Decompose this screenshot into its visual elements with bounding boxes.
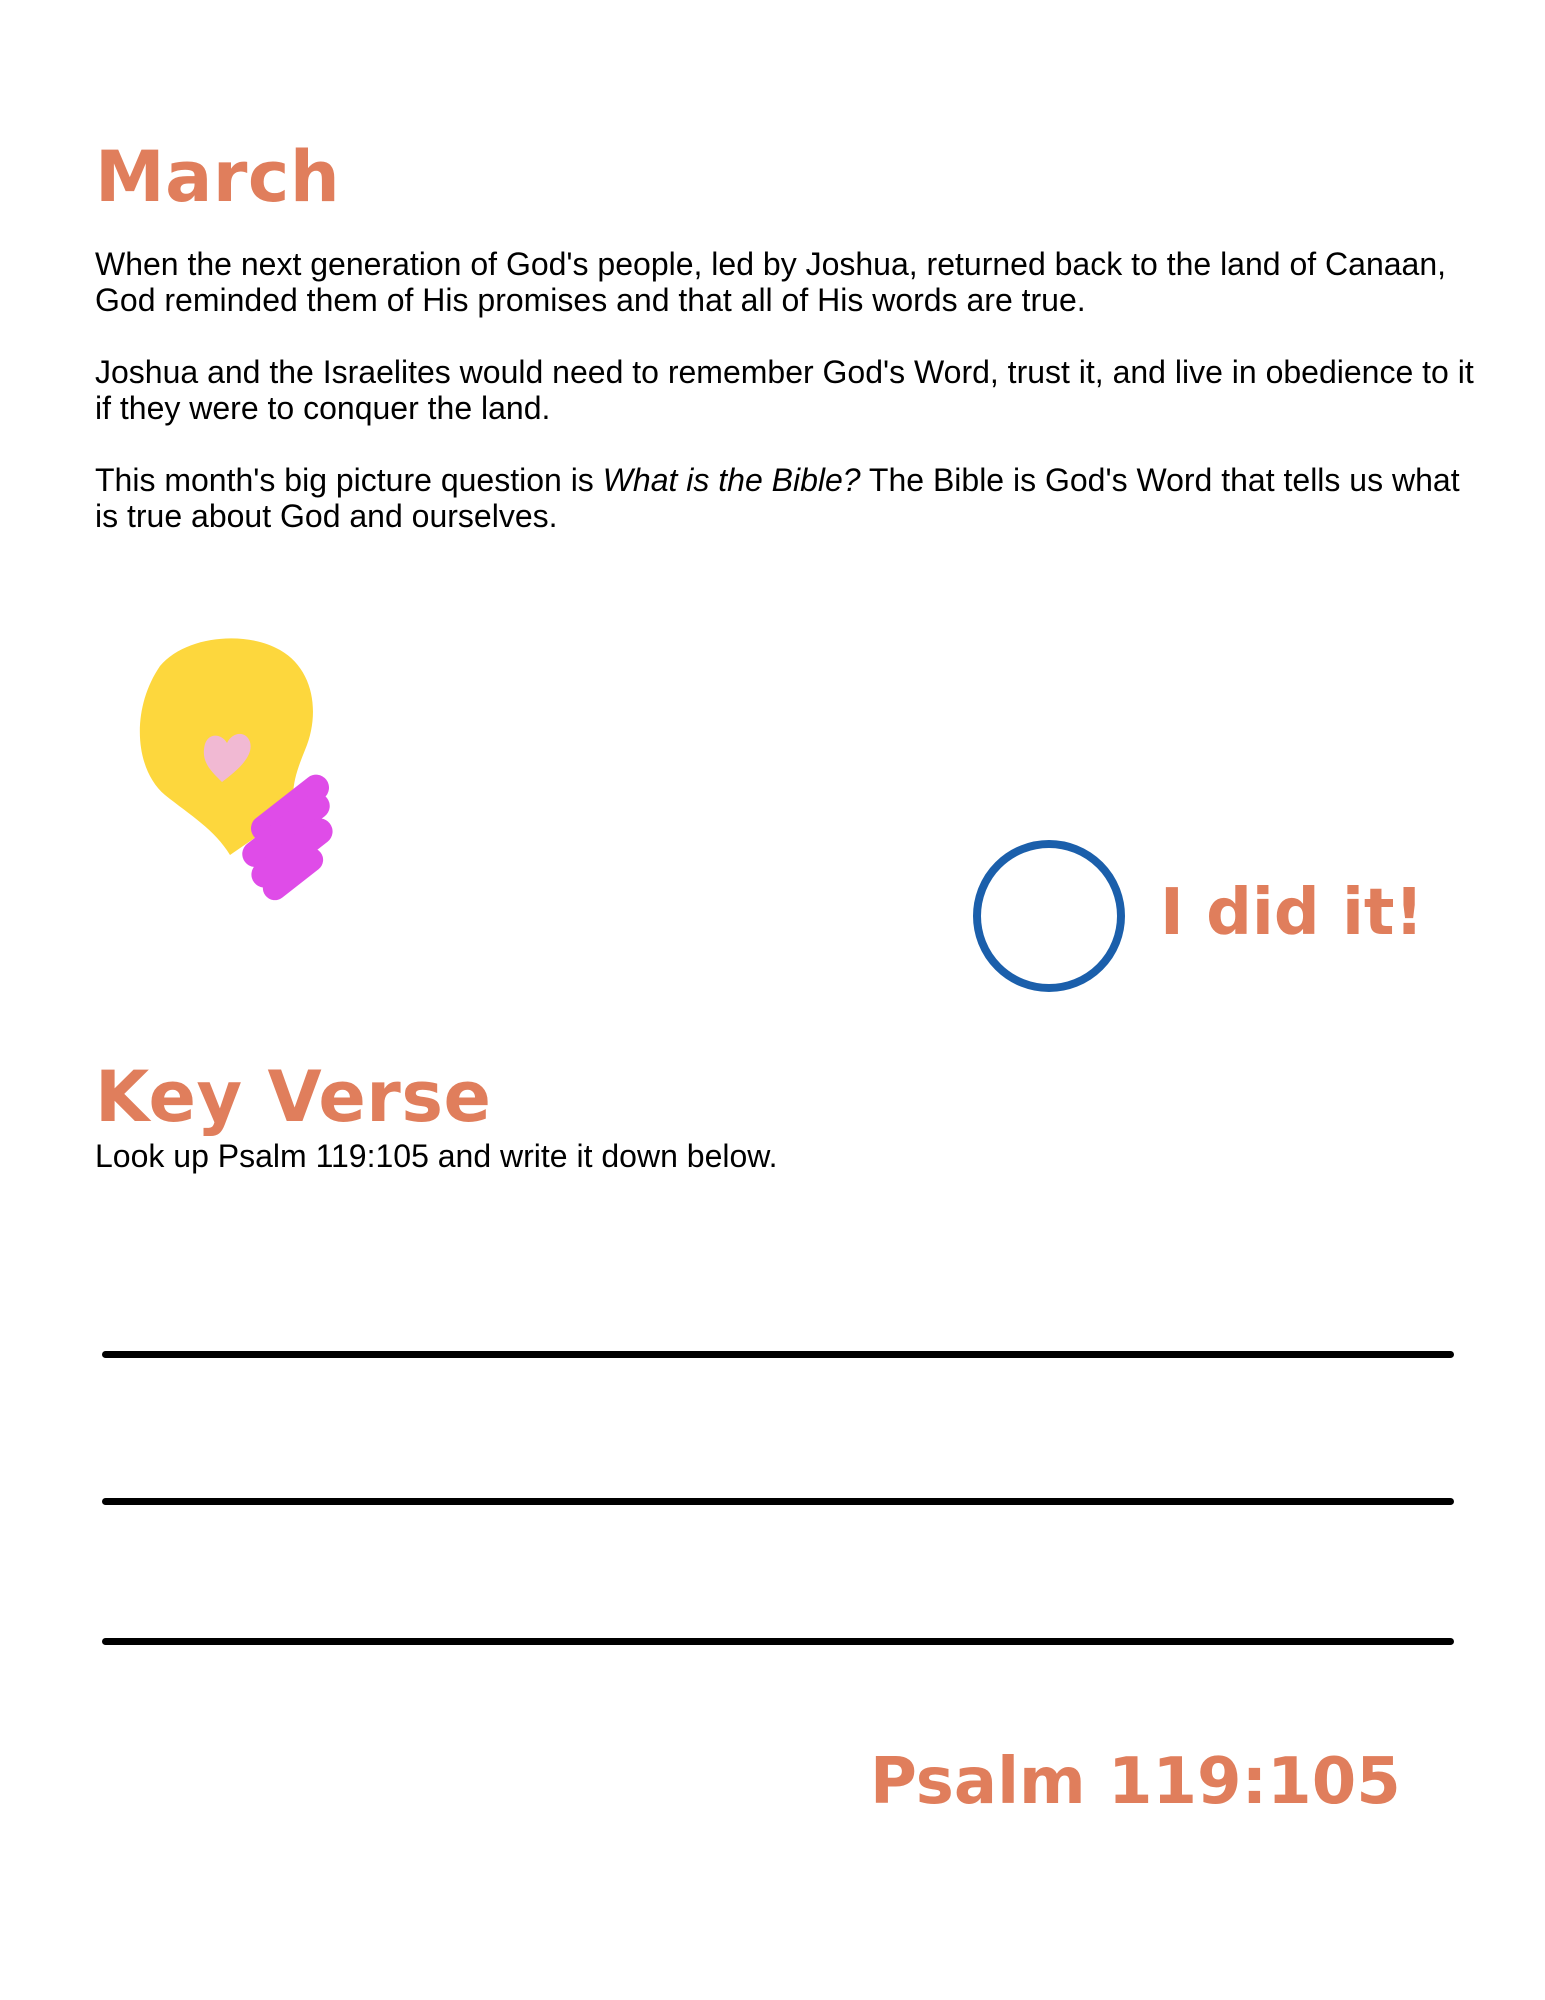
question-answer: The Bible is God's Word that tells us what is true about God and ourselves. xyxy=(95,462,1460,534)
intro-paragraph-1: When the next generation of God's people, led by Joshua, returned back to the land of Canaan, God reminded them of His promises and that all of His words are true. xyxy=(95,246,1447,318)
verse-reference: Psalm 119:105 xyxy=(870,1745,1401,1819)
completion-label: I did it! xyxy=(1160,876,1424,950)
completion-checkbox[interactable] xyxy=(973,840,1125,992)
intro-text xyxy=(95,246,1475,570)
key-verse-title: Key Verse xyxy=(95,1056,492,1138)
lightbulb-heart-icon xyxy=(130,630,390,930)
intro-paragraph-3 xyxy=(95,462,1475,534)
question-lead: This month's big picture question is xyxy=(95,462,603,498)
writing-line-2[interactable] xyxy=(102,1498,1454,1505)
intro-paragraph-2: Joshua and the Israelites would need to remember God's Word, trust it, and live in obedience to it if they were to conquer the land. xyxy=(95,354,1474,426)
big-picture-question: What is the Bible? xyxy=(602,462,861,498)
key-verse-instruction: Look up Psalm 119:105 and write it down below. xyxy=(95,1138,778,1174)
writing-line-1[interactable] xyxy=(102,1351,1454,1358)
month-title: March xyxy=(95,136,341,218)
writing-line-3[interactable] xyxy=(102,1638,1454,1645)
